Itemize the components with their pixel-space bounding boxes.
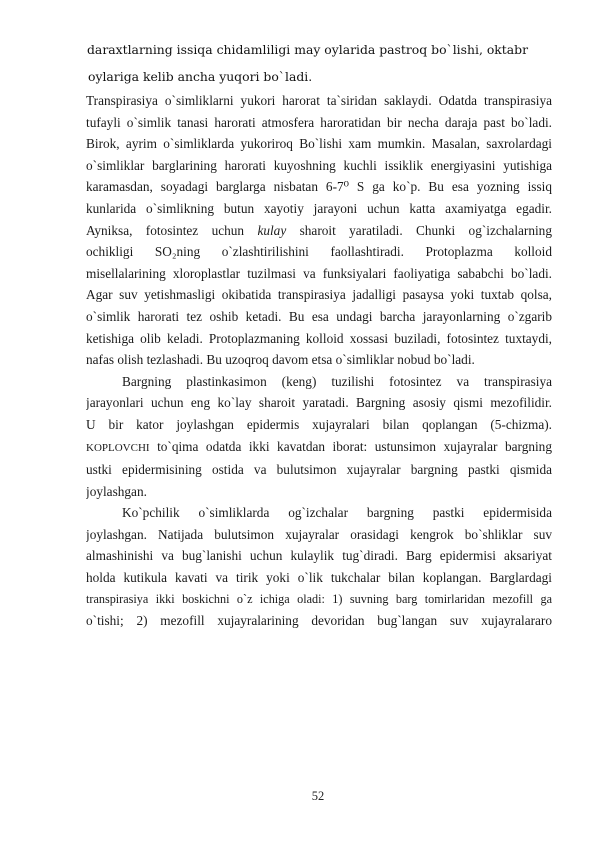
text-line: o`simliklar barglarining harorati kuyoshning kuchli issiklik energiyasini yutishiga bbox=[86, 157, 552, 173]
text-segment: sharoit yaratiladi. Chunki og`izchalarning bbox=[299, 222, 552, 238]
text-segment: Ayniksa, fotosintez uchun bbox=[86, 222, 245, 238]
text-line: ochikligi SO₂ning o`zlashtirilishini faollashtiradi. Protoplazma kolloid bbox=[86, 244, 552, 260]
text-line: Bargning plastinkasimon (keng) tuzilishi fotosintez va transpirasiya bbox=[122, 373, 552, 389]
paragraph-1 bbox=[86, 90, 552, 371]
text-segment: to`qima odatda ikki kavatdan iborat: ustunsimon xujayralar bargning bbox=[157, 438, 552, 454]
text-line: nafas olish tezlashadi. Bu uzoqroq davom etsa o`simliklar nobud bo`ladi. bbox=[86, 352, 475, 368]
body-text bbox=[86, 90, 552, 632]
text-line: o`simlik harorati tez oshib ketadi. Bu esa undagi barcha jarayonlarning o`zgarib bbox=[86, 308, 552, 324]
text-line: Ko`pchilik o`simliklarda og`izchalar bargning pastki epidermisida bbox=[122, 505, 552, 521]
text-line: ustki epidermisining ostida va bulutsimon xujayralar bargning pastki qismida bbox=[86, 462, 552, 478]
text-line-with-italic bbox=[86, 220, 552, 242]
text-line: tufayli o`simlik tanasi harorati atmosfera haroratidan bir necha daraja past bo`ladi. bbox=[86, 114, 552, 130]
text-line: jarayonlari uchun eng ko`lay sharoit yaratadi. Bargning asosiy qismi mezofilidir. bbox=[86, 395, 552, 411]
text-line: karamasdan, soyadagi barglarga nisbatan 6-7⁰ S ga ko`p. Bu esa yozning issiq bbox=[86, 179, 552, 195]
italic-word: kulay bbox=[257, 222, 287, 238]
text-line: misellalarining xloroplastlar tuzilmasi va funksiyalari faoliyatiga sababchi bo`ladi. bbox=[86, 265, 552, 281]
text-line: ketishiga olib keladi. Protoplazmaning kolloid xossasi buziladi, fotosintez tuxtaydi, bbox=[86, 330, 552, 346]
text-line: kunlarida o`simlikning butun xayotiy jarayoni uchun katta axamiyatga egadir. bbox=[86, 200, 552, 216]
text-line: joylashgan. bbox=[86, 483, 147, 499]
paragraph-3 bbox=[86, 502, 552, 632]
caps-word: KOPLOVCHI bbox=[86, 441, 150, 454]
text-line: joylashgan. Natijada bulutsimon xujayralar orasidagi kengrok bo`shliklar suv bbox=[86, 526, 552, 542]
text-line: transpirasiya ikki boskichni o`z ichiga oladi: 1) suvning barg tomirlaridan mezofill ga bbox=[86, 591, 552, 606]
text-line: o`tishi; 2) mezofill xujayralarining devoridan bug`langan suv xujayralararo bbox=[86, 613, 552, 629]
text-line: U bir kator joylashgan epidermis xujayralari bilan qoplangan (5-chizma). bbox=[86, 416, 552, 432]
heading-line-1: daraxtlarning issiqa chidamliligi may oylarida pastroq bo`lishi, oktabr bbox=[87, 42, 529, 57]
heading-line-2: oylariga kelib ancha yuqori bo`ladi. bbox=[88, 69, 313, 84]
page-content bbox=[86, 36, 552, 632]
text-line: Transpirasiya o`simliklarni yukori harorat ta`siridan saklaydi. Odatda transpirasiya bbox=[86, 93, 552, 108]
text-line: Birok, ayrim o`simliklarda yukoriroq Bo`lishi xam mumkin. Masalan, saxrolardagi bbox=[86, 136, 552, 152]
text-line: holda kutikula kavati va tirik yoki o`lik tukchalar bilan koplangan. Barglardagi bbox=[86, 570, 552, 586]
section-heading bbox=[86, 36, 552, 90]
page-number: 52 bbox=[311, 789, 325, 803]
text-line: Agar suv yetishmasligi okibatida transpirasiya jadalligi pasaysa yoki tuxtab qolsa, bbox=[86, 287, 552, 303]
text-line-with-caps bbox=[86, 436, 552, 460]
text-line: almashinishi va bug`lanishi uchun kulaylik tug`diradi. Barg epidermisi aksariyat bbox=[86, 548, 552, 564]
paragraph-2 bbox=[86, 371, 552, 503]
